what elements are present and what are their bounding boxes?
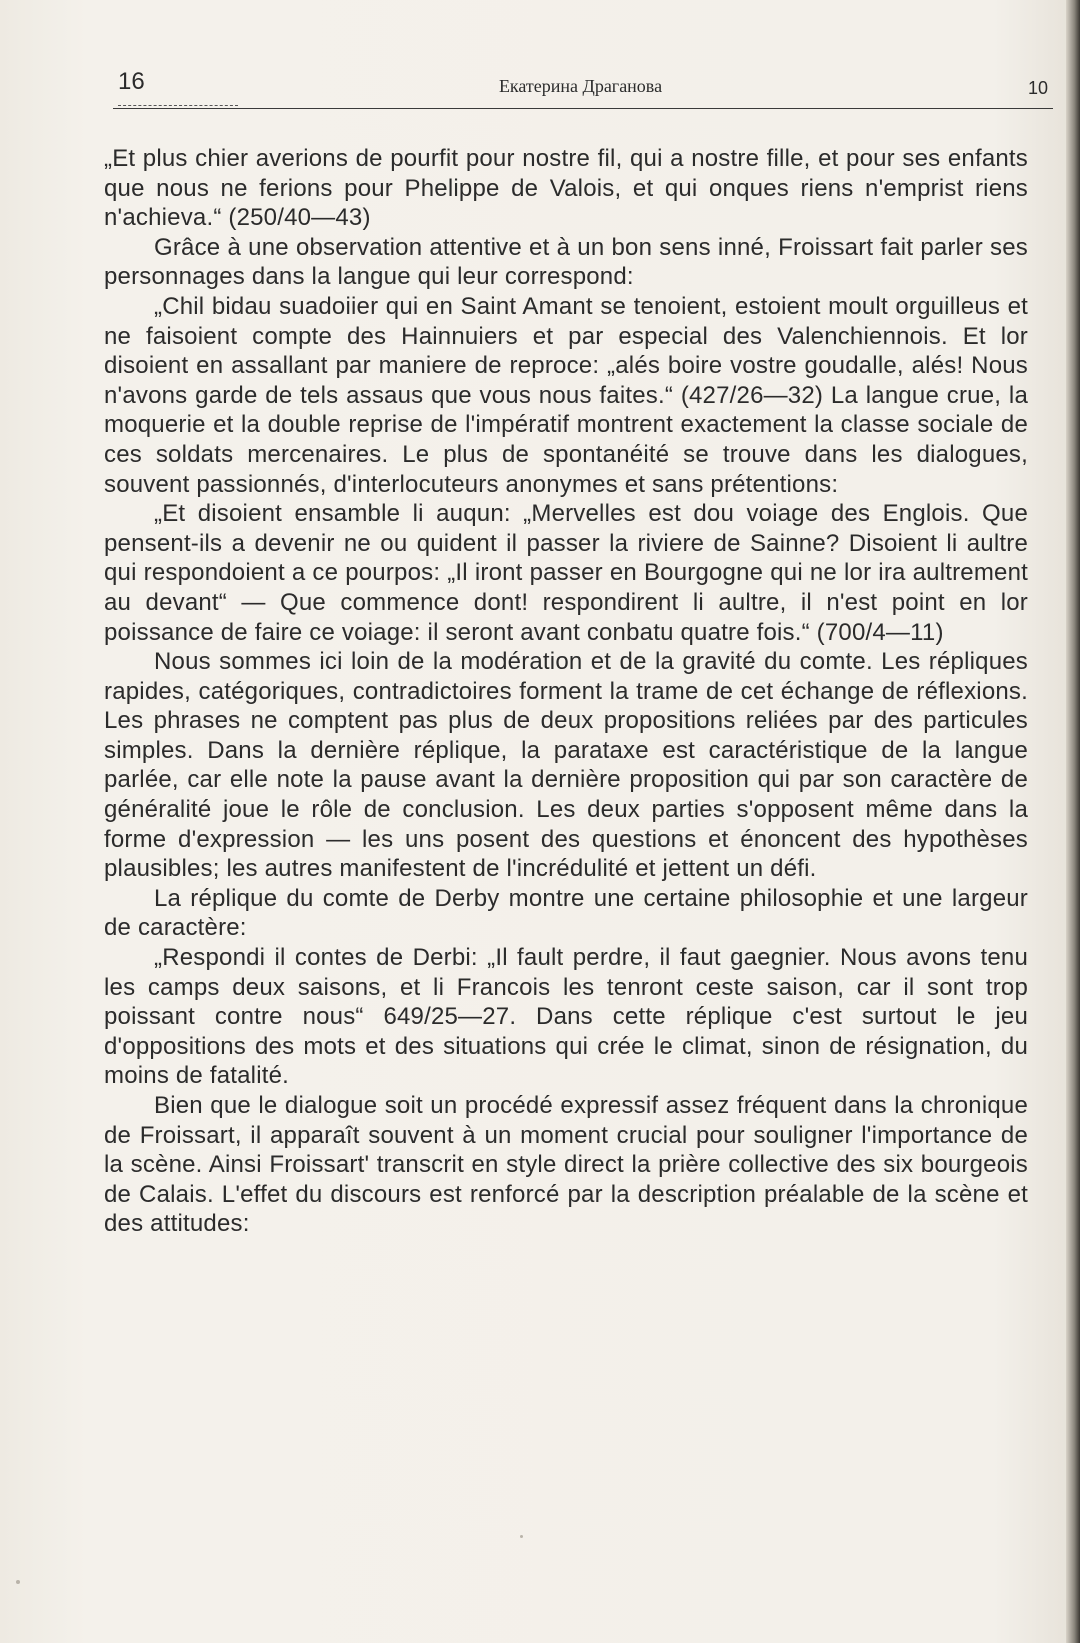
section-number: 10 xyxy=(1027,78,1048,98)
paragraph: „Et disoient ensamble li auqun: „Mervelles est dou voiage des Englois. Que pensent-ils a devenir ne ou quident il passer la riviere de Sainne? Disoient li aultre qui respondoient a ce pourpos: „Il iront passer en Bourgogne qui ne lor ira aultrement au devant“ — Que commence dont! respondirent li aultre, il n'est point en lor poissance de faire ce voiage: il seront avant conbatu quatre fois.“ (700/4—11) xyxy=(104,500,1028,646)
paper-speck xyxy=(16,1580,20,1584)
paper-speck xyxy=(520,1535,523,1538)
header-dash-rule xyxy=(118,105,238,106)
running-head-author: Екатерина Драганова xyxy=(498,76,663,96)
paragraph: Grâce à une observation attentive et à un bon sens inné, Froissart fait parler ses personnages dans la langue qui leur correspond: xyxy=(104,233,1028,291)
paragraph: Nous sommes ici loin de la modération et de la gravité du comte. Les répliques rapides, catégoriques, contradictoires forment la trame de cet échange de réflexions. Les phrases ne comptent pas plus de deux propositions reliées par des particules simples. Dans la dernière réplique, la parataxe est caractéristique de la langue parlée, car elle note la pause avant la dernière proposition qui par son caractère de généralité joue le rôle de conclusion. Les deux parties s'opposent même dans la forme d'expression — les uns posent des questions et énoncent des hypothèses plausibles; les autres manifestent de l'incrédulité et jettent un défi. xyxy=(104,648,1028,883)
paragraph: „Et plus chier averions de pourfit pour nostre fil, qui a nostre fille, et pour ses enfants que nous ne ferions pour Phelippe de Valois, et qui onques riens n'emprist riens n'achieva.“ (250/40—43) xyxy=(104,145,1028,232)
page-number: 16 xyxy=(118,68,145,95)
header-rule xyxy=(113,108,1053,109)
body-text xyxy=(104,144,1028,1239)
book-spine-shadow xyxy=(1066,0,1080,1643)
paragraph: „Respondi il contes de Derbi: „Il fault perdre, il faut gaegnier. Nous avons tenu les camps deux saisons, et li Francois les tenront ceste saison, car il sont trop poissant contre nous“ 649/25—27. Dans cette réplique c'est surtout le jeu d'oppositions des mots et des situations qui crée le climat, sinon de résignation, du moins de fatalité. xyxy=(104,944,1028,1090)
paragraph: „Chil bidau suadoiier qui en Saint Amant se tenoient, estoient moult orguilleus et ne faisoient compte des Hainnuiers et par especial des Valenchiennois. Et lor disoient en assallant par maniere de reproce: „alés boire vostre goudalle, alés! Nous n'avons garde de tels assaus que vous nous faites.“ (427/26—32) La langue crue, la moquerie et la double reprise de l'impératif montrent exactement la classe sociale de ces soldats mercenaires. Le plus de spontanéité se trouve dans les dialogues, souvent passionnés, d'interlocuteurs anonymes et sans prétentions: xyxy=(104,292,1028,498)
paragraph: La réplique du comte de Derby montre une certaine philosophie et une largeur de caractère: xyxy=(104,884,1028,942)
paragraph: Bien que le dialogue soit un procédé expressif assez fréquent dans la chronique de Froissart, il apparaît souvent à un moment crucial pour souligner l'importance de la scène. Ainsi Froissart' transcrit en style direct la prière collective des six bourgeois de Calais. L'effet du discours est renforcé par la description préalable de la scène et des attitudes: xyxy=(104,1092,1028,1238)
running-header xyxy=(113,68,1048,108)
